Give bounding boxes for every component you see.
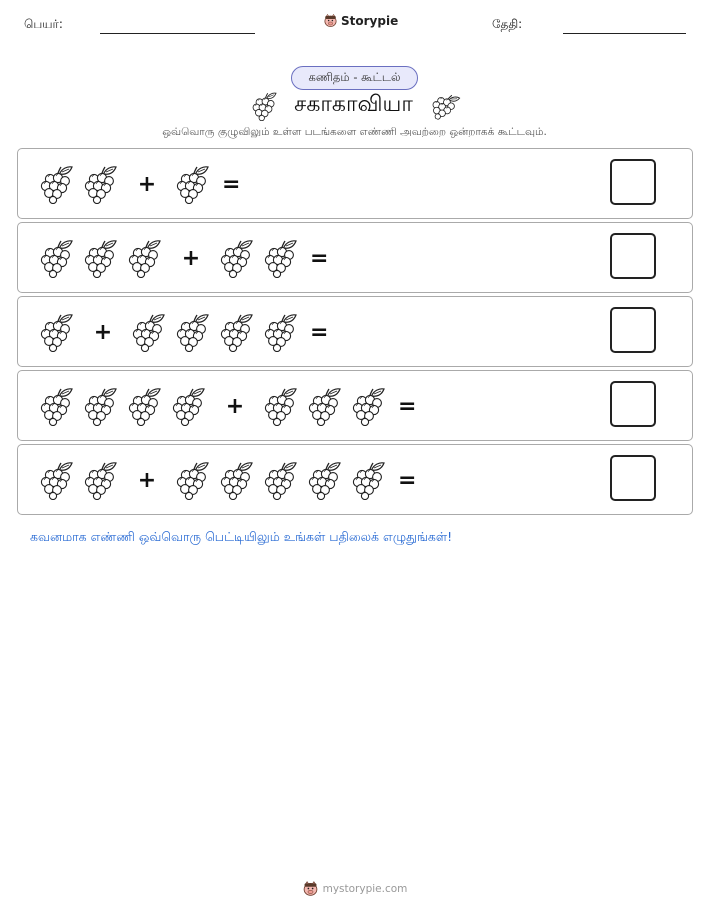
grapes-icon <box>350 386 386 426</box>
equation <box>38 384 416 428</box>
answer-box[interactable] <box>610 381 656 427</box>
equals-sign: = <box>310 245 329 271</box>
problem-row <box>17 370 693 441</box>
grapes-icon <box>218 238 254 278</box>
pig-mascot-icon <box>302 880 319 897</box>
equation <box>38 162 240 206</box>
equation <box>38 458 416 502</box>
grapes-icon <box>170 386 206 426</box>
grapes-icon <box>82 386 118 426</box>
storypie-logo <box>323 13 398 28</box>
problem-row <box>17 444 693 515</box>
page-title: சகாகாவியா <box>294 92 413 117</box>
plus-sign: + <box>137 467 157 493</box>
grapes-icon <box>82 238 118 278</box>
logo-text: Storypie <box>341 13 399 28</box>
problem-row <box>17 296 693 367</box>
problem-row <box>17 148 693 219</box>
grapes-icon <box>262 460 298 500</box>
instruction-text: ஒவ்வொரு குழுவிலும் உள்ள படங்களை எண்ணி அவற்றை ஒன்றாகக் கூட்டவும். <box>162 126 547 138</box>
grapes-icon <box>174 312 210 352</box>
topic-badge: கணிதம் - கூட்டல் <box>291 66 418 90</box>
name-label: பெயர்: <box>24 17 63 31</box>
grapes-icon <box>174 460 210 500</box>
grapes-icon <box>82 460 118 500</box>
grapes-icon <box>126 238 162 278</box>
answer-box[interactable] <box>610 307 656 353</box>
footer <box>0 880 709 897</box>
pig-mascot-icon <box>323 13 338 28</box>
answer-box[interactable] <box>610 159 656 205</box>
plus-sign: + <box>137 171 157 197</box>
grapes-icon <box>38 312 74 352</box>
footnote-text: கவனமாக எண்ணி ஒவ்வொரு பெட்டியிலும் உங்கள் பதிலைக் எழுதுங்கள்! <box>30 529 453 544</box>
grapes-icon <box>350 460 386 500</box>
name-line[interactable] <box>100 33 255 34</box>
grapes-icon <box>38 238 74 278</box>
equation <box>38 310 328 354</box>
grapes-icon <box>82 164 118 204</box>
grapes-icon <box>425 87 463 125</box>
problem-row <box>17 222 693 293</box>
date-line[interactable] <box>563 33 686 34</box>
grapes-icon <box>218 312 254 352</box>
equals-sign: = <box>398 467 417 493</box>
grapes-icon <box>306 386 342 426</box>
grapes-icon <box>130 312 166 352</box>
equals-sign: = <box>222 171 241 197</box>
equals-sign: = <box>310 319 329 345</box>
grapes-icon <box>262 238 298 278</box>
title-row <box>0 90 709 122</box>
answer-box[interactable] <box>610 233 656 279</box>
equals-sign: = <box>398 393 417 419</box>
plus-sign: + <box>225 393 245 419</box>
grapes-icon <box>250 91 278 121</box>
grapes-icon <box>38 386 74 426</box>
plus-sign: + <box>93 319 113 345</box>
answer-box[interactable] <box>610 455 656 501</box>
problem-list <box>17 148 693 518</box>
equation <box>38 236 328 280</box>
grapes-icon <box>38 460 74 500</box>
grapes-icon <box>174 164 210 204</box>
grapes-icon <box>306 460 342 500</box>
grapes-icon <box>126 386 162 426</box>
grapes-icon <box>38 164 74 204</box>
footer-url: mystorypie.com <box>322 882 408 895</box>
date-label: தேதி: <box>492 17 523 31</box>
grapes-icon <box>262 386 298 426</box>
grapes-icon <box>262 312 298 352</box>
plus-sign: + <box>181 245 201 271</box>
grapes-icon <box>218 460 254 500</box>
